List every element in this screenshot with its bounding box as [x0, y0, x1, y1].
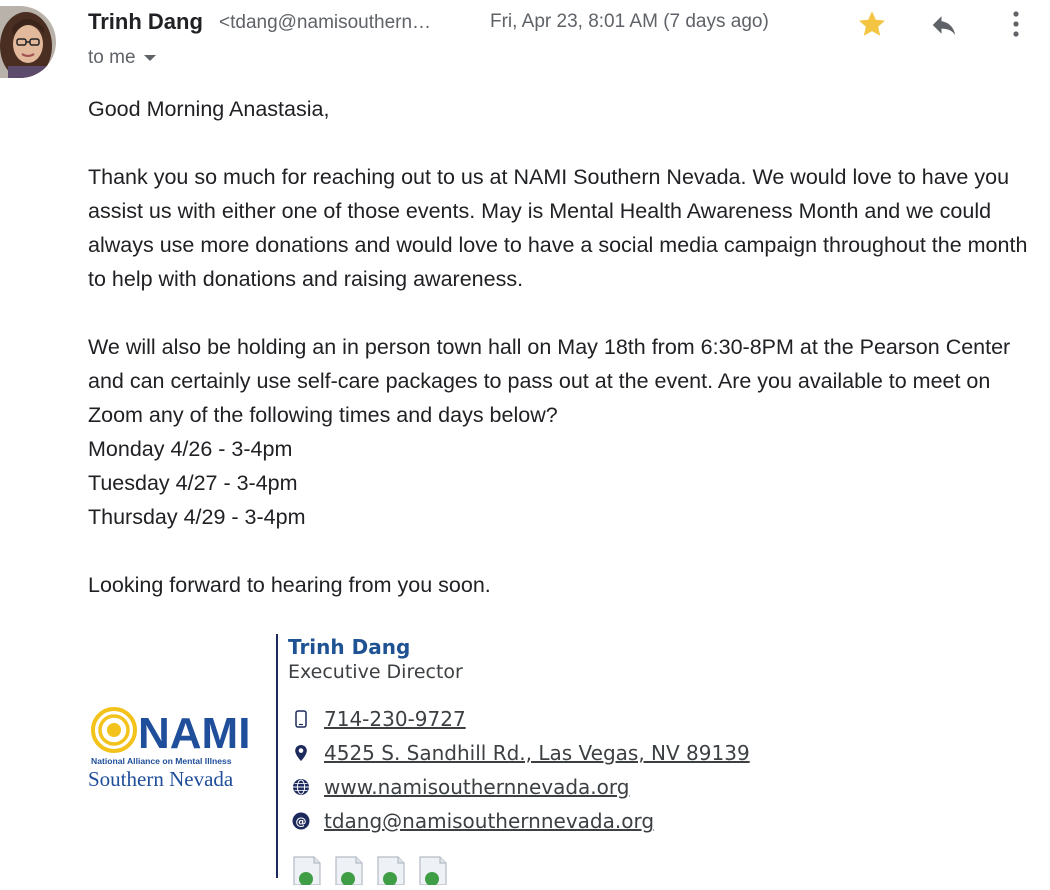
sender-email: <tdang@namisouthern… — [219, 12, 432, 33]
signature-address[interactable] — [290, 738, 750, 768]
paragraph-1: Thank you so much for reaching out to us at NAMI Southern Nevada. We would love to have you assist us with either one of those events. May is Mental Health Awareness Month and we could always use more donations and would love to have a social media campaign throughout the month to help with donations and raising awareness. — [88, 165, 1028, 291]
message-body — [88, 92, 1038, 602]
message-date: Fri, Apr 23, 8:01 AM (7 days ago) — [490, 11, 769, 32]
broken-image-icon[interactable] — [292, 855, 324, 885]
recipient-label: to me — [88, 47, 136, 68]
logo-tagline: National Alliance on Mental Illness — [91, 756, 232, 766]
chevron-down-icon — [144, 55, 156, 61]
signature-title: Executive Director — [288, 661, 463, 683]
signature-email[interactable] — [290, 806, 654, 836]
signature-name: Trinh Dang — [288, 635, 411, 659]
time-option-2: Tuesday 4/27 - 3-4pm — [88, 471, 298, 495]
signature-phone[interactable] — [290, 704, 466, 734]
paragraph-2: We will also be holding an in person town hall on May 18th from 6:30-8PM at the Pearson Center and can certainly use self-care packages to pass out at the event. Are you available to meet on Zoom any of the following times and days below? — [88, 335, 1011, 427]
phone-icon — [290, 708, 312, 730]
star-icon[interactable] — [856, 8, 888, 40]
broken-image-icon[interactable] — [376, 855, 408, 885]
sender-name: Trinh Dang — [88, 9, 203, 34]
phone-link[interactable]: 714-230-9727 — [324, 707, 466, 731]
reply-icon[interactable] — [927, 10, 961, 40]
time-option-1: Monday 4/26 - 3-4pm — [88, 437, 293, 461]
website-link[interactable]: www.namisouthernnevada.org — [324, 775, 630, 799]
sender-avatar — [0, 6, 56, 78]
address-link[interactable]: 4525 S. Sandhill Rd., Las Vegas, NV 89139 — [324, 741, 750, 765]
nami-logo — [88, 700, 263, 800]
email-icon — [290, 810, 312, 832]
time-option-3: Thursday 4/29 - 3-4pm — [88, 505, 306, 529]
broken-image-icon[interactable] — [418, 855, 450, 885]
svg-text:@: @ — [295, 815, 307, 828]
recipient-dropdown[interactable] — [88, 47, 156, 69]
broken-image-icon[interactable] — [334, 855, 366, 885]
location-icon — [290, 742, 312, 764]
more-vert-icon[interactable] — [1004, 8, 1028, 42]
email-link[interactable]: tdang@namisouthernnevada.org — [324, 809, 655, 833]
greeting: Good Morning Anastasia, — [88, 97, 330, 121]
logo-brand: NAMI — [138, 709, 251, 758]
logo-region: Southern Nevada — [88, 767, 234, 791]
signature-website[interactable] — [290, 772, 629, 802]
web-icon — [290, 776, 312, 798]
signature-divider — [276, 634, 278, 878]
closing: Looking forward to hearing from you soon. — [88, 573, 491, 597]
